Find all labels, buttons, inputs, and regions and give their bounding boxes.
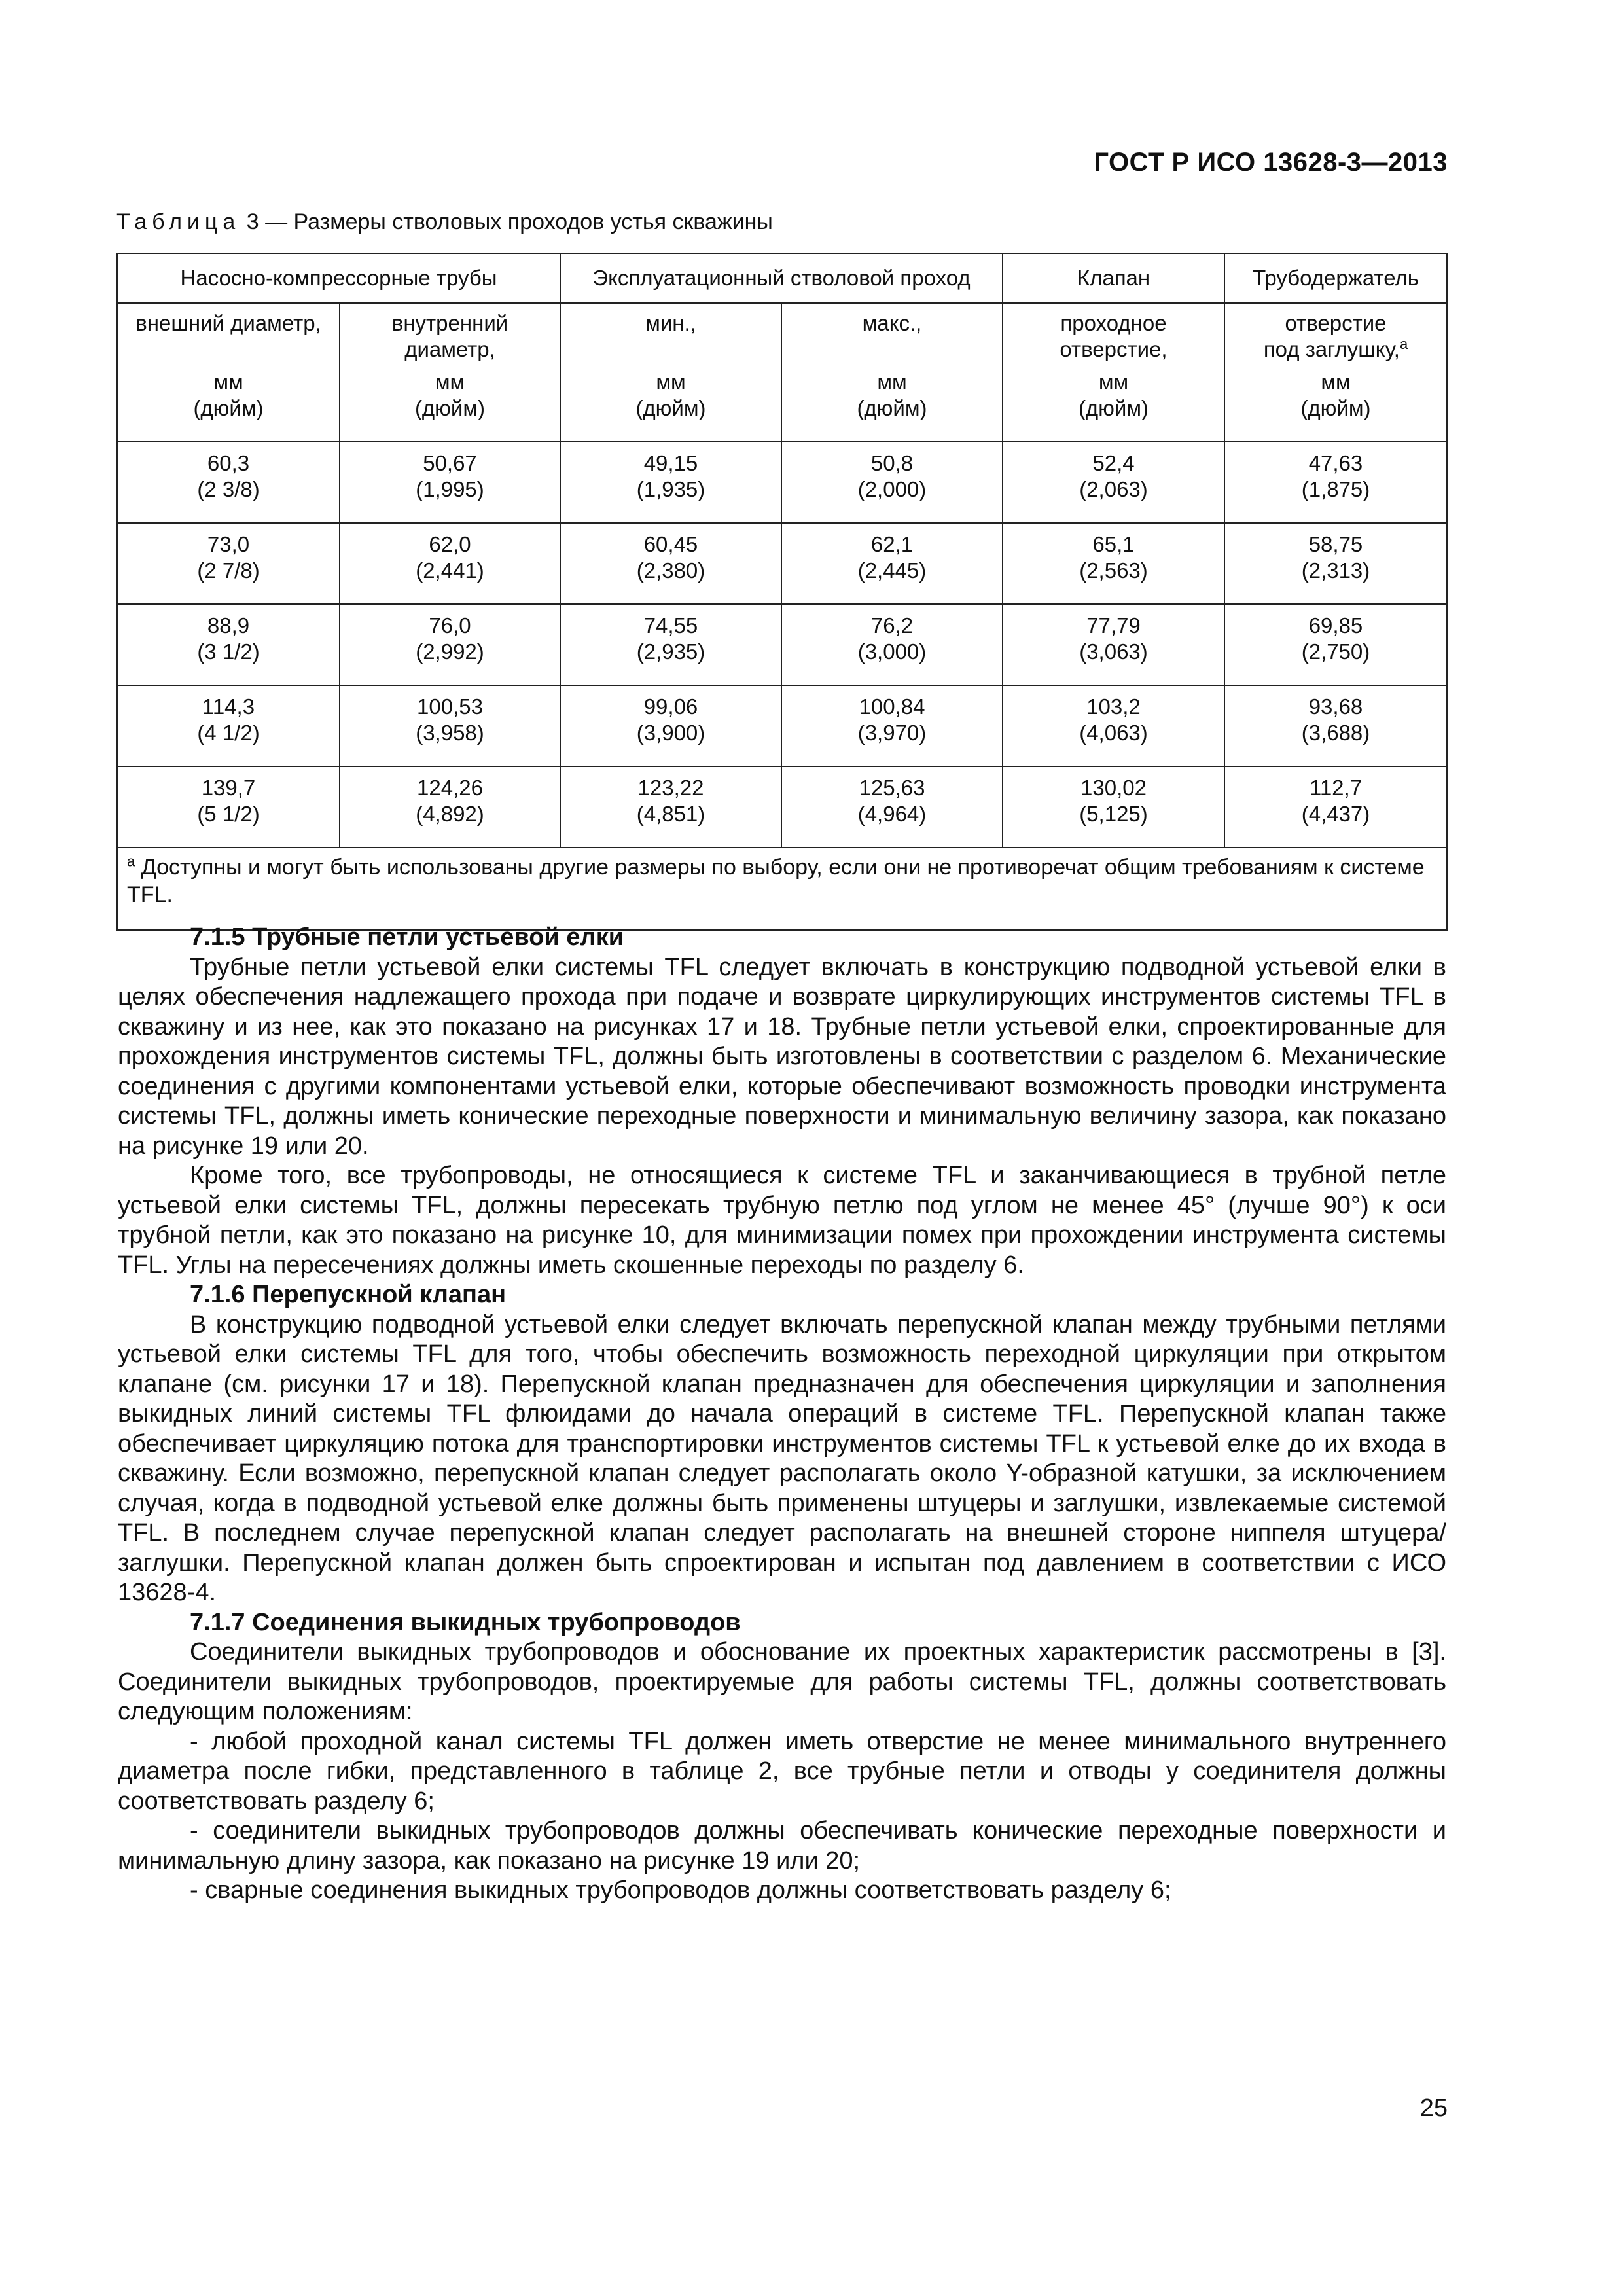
table-note-row [117,848,1447,930]
table-cell [781,685,1003,766]
cell-value-inch: (2 7/8) [197,558,260,583]
table-cell [560,523,781,604]
cell-value-mm: 100,84 [859,694,925,719]
table-row [117,766,1447,848]
table-footnote [117,848,1447,930]
table-cell [560,442,781,523]
cell-value-mm: 52,4 [1092,451,1135,475]
table-cell [1003,685,1224,766]
table-cell [1224,523,1447,604]
group-header-hanger: Трубодержатель [1224,253,1447,303]
cell-value-mm: 76,2 [870,613,914,637]
cell-value-inch: (2,313) [1301,558,1370,583]
cell-value-inch: (2,563) [1079,558,1148,583]
table-cell [117,604,340,685]
cell-value-mm: 93,68 [1308,694,1363,719]
cell-value-inch: (5 1/2) [197,802,260,826]
table-cell [1224,766,1447,848]
table-cell [117,523,340,604]
section-heading: 7.1.7 Соединения выкидных трубопроводов [190,1608,741,1636]
table-cell [781,442,1003,523]
cell-value-inch: (4 1/2) [197,721,260,745]
table-cell [560,685,781,766]
standard-designation: ГОСТ Р ИСО 13628-3—2013 [1094,148,1448,177]
cell-value-mm: 123,22 [637,776,704,800]
cell-value-mm: 60,3 [207,451,250,475]
table-cell [1224,685,1447,766]
table-cell [1224,442,1447,523]
section-heading: 7.1.5 Трубные петли устьевой елки [190,924,624,951]
cell-value-inch: (2,992) [416,639,484,664]
paragraph: - любой проходной канал системы TFL должен иметь отверстие не менее минимального внутреннего диаметра после гибки, представленного в таблице 2, все трубные петли и отводы у соединителя должны соответствовать разделу 6; [118,1727,1446,1815]
cell-value-mm: 62,0 [429,532,471,556]
group-header-bore: Эксплуатационный стволовой проход [560,253,1003,303]
table-row [117,604,1447,685]
page-number: 25 [1419,2094,1448,2122]
cell-value-mm: 74,55 [643,613,698,637]
cell-value-inch: (5,125) [1079,802,1148,826]
cell-value-mm: 88,9 [207,613,250,637]
cell-value-inch: (3,688) [1301,721,1370,745]
cell-value-inch: (4,063) [1079,721,1148,745]
table-caption [116,209,773,235]
cell-value-mm: 77,79 [1086,613,1141,637]
cell-value-mm: 124,26 [417,776,483,800]
cell-value-inch: (4,892) [416,802,484,826]
table-cell [1003,523,1224,604]
cell-value-mm: 50,67 [423,451,477,475]
table-cell [117,685,340,766]
cell-value-mm: 100,53 [417,694,483,719]
cell-value-mm: 58,75 [1308,532,1363,556]
column-header: мин., мм (дюйм) [560,303,781,442]
paragraph: Трубные петли устьевой елки системы TFL следует включать в конструкцию подводной устьевой елки в целях обеспечения надлежащего прохода при подаче и возврате циркулирующих инструментов системы TFL в скважину и из нее, как это показано на рисунках 17 и 18. Трубные петли устьевой елки, спроектированные для прохождения инструментов системы TFL, должны быть изготовлены в соответствии с разделом 6. Механические соединения с другими компонентами устьевой елки, которые обеспечивают возможность проводки инструмента системы TFL, должны иметь конические переходные поверхности и минимальную величину зазора, как показано на рисунке 19 или 20. [118,953,1446,1160]
cell-value-inch: (3,063) [1079,639,1148,664]
cell-value-inch: (3,970) [857,721,927,745]
body-text [118,923,1446,1906]
cell-value-inch: (3,900) [636,721,705,745]
table-cell [560,766,781,848]
cell-value-inch: (3 1/2) [197,639,260,664]
cell-value-mm: 62,1 [870,532,914,556]
table-column-header-row [117,303,1447,442]
table-caption-title: 3 — Размеры стволовых проходов устья скважины [240,209,773,234]
cell-value-mm: 50,8 [870,451,914,475]
table-cell [1003,604,1224,685]
column-header: внешний диаметр, мм (дюйм) [117,303,340,442]
cell-value-inch: (2,000) [857,477,927,501]
cell-value-mm: 73,0 [207,532,250,556]
table-cell [781,766,1003,848]
table-footnote-text: Доступны и могут быть использованы другие размеры по выбору, если они не противоречат общим требованиям к системе TFL. [127,855,1425,907]
cell-value-mm: 112,7 [1309,776,1363,800]
cell-value-inch: (2,445) [857,558,927,583]
table-cell [340,766,560,848]
table-cell [340,442,560,523]
dimensions-table [116,253,1448,931]
cell-value-mm: 76,0 [429,613,471,637]
table-row [117,685,1447,766]
cell-value-inch: (1,935) [636,477,705,501]
column-header: отверстие под заглушку,$^a$ мм (дюйм) [1224,303,1447,442]
table-cell [117,442,340,523]
cell-value-mm: 114,3 [202,694,255,719]
cell-value-mm: 99,06 [643,694,698,719]
table-caption-label: Таблица [116,209,241,234]
footnote-marker: a [127,853,135,870]
cell-value-mm: 69,85 [1308,613,1363,637]
cell-value-inch: (2,063) [1079,477,1148,501]
paragraph: - соединители выкидных трубопроводов должны обеспечивать конические переходные поверхности и минимальную длину зазора, как показано на рисунке 19 или 20; [118,1817,1446,1874]
cell-value-inch: (2,935) [636,639,705,664]
column-header: внутренний диаметр, мм (дюйм) [340,303,560,442]
table-row [117,523,1447,604]
cell-value-mm: 60,45 [643,532,698,556]
cell-value-inch: (3,958) [416,721,484,745]
paragraph: В конструкцию подводной устьевой елки следует включать перепускной клапан между трубными петлями устьевой елки системы TFL для того, чтобы обеспечить возможность переходной циркуляции при открытом клапане (см. рисунки 17 и 18). Перепускной клапан предназначен для обеспечения циркуляции и заполнения выкидных линий системы TFL флюидами до начала операций в системе TFL. Перепускной клапан также обеспечивает циркуляцию потока для транспортировки инструментов системы TFL к устьевой елке до их входа в скважину. Если возможно, перепускной клапан следует располагать около Y-образной катушки, за исключением случая, когда в подводной устьевой елке должны быть применены штуцеры и заглушки, извлекаемые системой TFL. В последнем случае перепускной клапан следует располагать на внешней стороне ниппеля штуцера/заглушки. Перепускной клапан должен быть спроектирован и испытан под давлением в соответствии с ИСО 13628-4. [118,1310,1446,1606]
cell-value-inch: (1,995) [416,477,484,501]
cell-value-inch: (4,437) [1301,802,1370,826]
cell-value-mm: 130,02 [1080,776,1147,800]
cell-value-inch: (2,750) [1301,639,1370,664]
cell-value-inch: (1,875) [1301,477,1370,501]
cell-value-inch: (2,380) [636,558,705,583]
table-body [117,442,1447,848]
paragraph: - сварные соединения выкидных трубопроводов должны соответствовать разделу 6; [190,1876,1171,1904]
group-header-tubing: Насосно-компрессорные трубы [117,253,560,303]
cell-value-inch: (4,964) [857,802,927,826]
cell-value-inch: (2 3/8) [197,477,260,501]
column-header: макс., мм (дюйм) [781,303,1003,442]
cell-value-mm: 139,7 [201,776,256,800]
table-cell [340,604,560,685]
cell-value-mm: 125,63 [859,776,925,800]
cell-value-inch: (4,851) [636,802,705,826]
table-row [117,442,1447,523]
group-header-valve: Клапан [1003,253,1224,303]
table-cell [1003,442,1224,523]
column-header: проходное отверстие, мм (дюйм) [1003,303,1224,442]
cell-value-mm: 103,2 [1086,694,1141,719]
table-group-header-row [117,253,1447,303]
table-cell [1003,766,1224,848]
cell-value-inch: (3,000) [857,639,927,664]
cell-value-mm: 47,63 [1308,451,1363,475]
section-heading: 7.1.6 Перепускной клапан [190,1281,507,1308]
cell-value-mm: 65,1 [1092,532,1135,556]
table-cell [340,685,560,766]
table-cell [781,523,1003,604]
cell-value-inch: (2,441) [416,558,484,583]
paragraph: Кроме того, все трубопроводы, не относящиеся к системе TFL и заканчивающиеся в трубной петле устьевой елки системы TFL, должны пересекать трубную петлю под углом не менее 45° (лучше 90°) к оси трубной петли, как это показано на рисунке 10, для минимизации помех при прохождении инструмента системы TFL. Углы на пересечениях должны иметь скошенные переходы по разделу 6. [118,1162,1446,1279]
table-cell [781,604,1003,685]
table-cell [340,523,560,604]
footnote-marker: a [1399,336,1408,352]
table-cell [117,766,340,848]
table-cell [1224,604,1447,685]
paragraph: Соединители выкидных трубопроводов и обоснование их проектных характеристик рассмотрены в [3]. Соединители выкидных трубопроводов, проектируемые для работы системы TFL, должны соответствовать следующим положениям: [118,1638,1446,1725]
table-cell [560,604,781,685]
cell-value-mm: 49,15 [643,451,698,475]
